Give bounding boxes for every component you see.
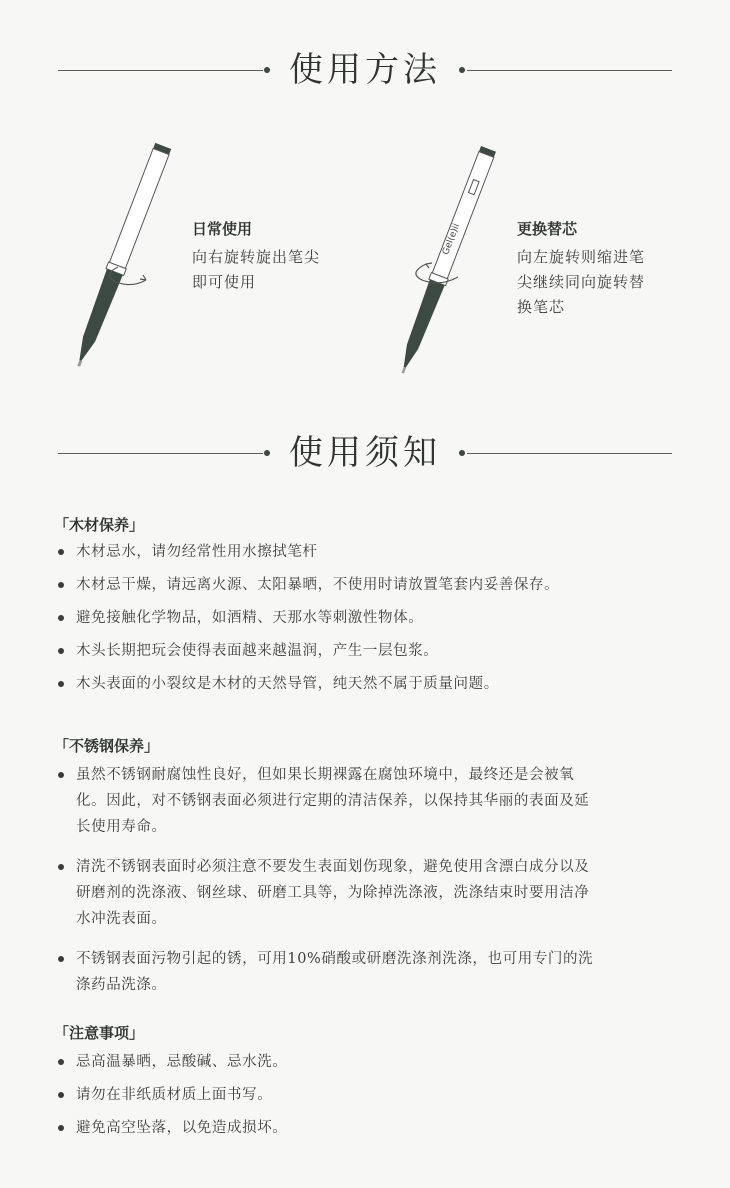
notes-group-title-wood: 「木材保养」 <box>54 516 145 534</box>
list-item: 不锈钢表面污物引起的锈，可用10%硝酸或研磨洗涤剂洗涤，也可用专门的洗 涤药品洗涤。 <box>54 946 679 1006</box>
bullet-icon <box>58 1059 64 1065</box>
bullet-icon <box>58 1092 64 1098</box>
usage-desc-refill: 向左旋转则缩进笔 尖继续同向旋转替 换笔芯 <box>517 248 646 316</box>
divider-line-right <box>467 453 672 454</box>
list-item: 避免接触化学物品，如酒精、天那水等刺激性物体。 <box>54 606 679 639</box>
usage-title-refill: 更换替芯 <box>517 220 578 238</box>
bullet-icon <box>58 956 64 962</box>
list-item: 忌高温暴晒，忌酸碱、忌水洗。 <box>54 1050 679 1083</box>
notes-group-title-steel: 「不锈钢保养」 <box>54 737 160 755</box>
notes-list-precautions <box>54 1050 679 1149</box>
list-item: 清洗不锈钢表面时必须注意不要发生表面划伤现象，避免使用含漂白成分以及 研磨剂的洗涤液、钢丝球、研磨工具等，为除掉洗涤液，洗涤结束时要用洁净 水冲洗表面。 <box>54 854 679 946</box>
refill-label: Gel(e)ii <box>441 222 463 257</box>
bullet-icon <box>58 582 64 588</box>
bullet-icon <box>58 681 64 687</box>
bullet-icon <box>58 864 64 870</box>
usage-desc-daily: 向右旋转旋出笔尖 即可使用 <box>192 248 321 291</box>
page-title: 使用方法 <box>289 50 441 90</box>
notes-group-title-precautions: 「注意事项」 <box>54 1024 145 1042</box>
divider-dot-right <box>459 450 465 456</box>
list-item: 请勿在非纸质材质上面书写。 <box>54 1083 679 1116</box>
divider-line-right <box>467 70 672 71</box>
pen-illustration-refill <box>360 135 530 395</box>
list-item: 避免高空坠落，以免造成损坏。 <box>54 1116 679 1149</box>
list-item: 木材忌水，请勿经常性用水擦拭笔杆 <box>54 540 679 573</box>
bullet-icon <box>58 648 64 654</box>
list-item: 虽然不锈钢耐腐蚀性良好，但如果长期裸露在腐蚀环境中，最终还是会被氧 化。因此，对不锈钢表面必须进行定期的清洁保养，以保持其华丽的表面及延 长使用寿命。 <box>54 762 679 854</box>
bullet-icon <box>58 615 64 621</box>
bullet-icon <box>58 772 64 778</box>
divider-dot-right <box>459 67 465 73</box>
pen-illustration-daily <box>40 130 200 390</box>
section-title-notes <box>0 433 730 473</box>
notes-list-wood <box>54 540 679 705</box>
usage-title-daily: 日常使用 <box>192 220 253 238</box>
list-item: 木头表面的小裂纹是木材的天然导管，纯天然不属于质量问题。 <box>54 672 679 705</box>
section-title-usage <box>0 50 730 90</box>
bullet-icon <box>58 1125 64 1131</box>
list-item: 木材忌干燥，请远离火源、太阳暴晒，不使用时请放置笔套内妥善保存。 <box>54 573 679 606</box>
notes-list-steel <box>54 762 679 1006</box>
bullet-icon <box>58 549 64 555</box>
list-item: 木头长期把玩会使得表面越来越温润，产生一层包浆。 <box>54 639 679 672</box>
section-heading: 使用须知 <box>289 433 441 473</box>
